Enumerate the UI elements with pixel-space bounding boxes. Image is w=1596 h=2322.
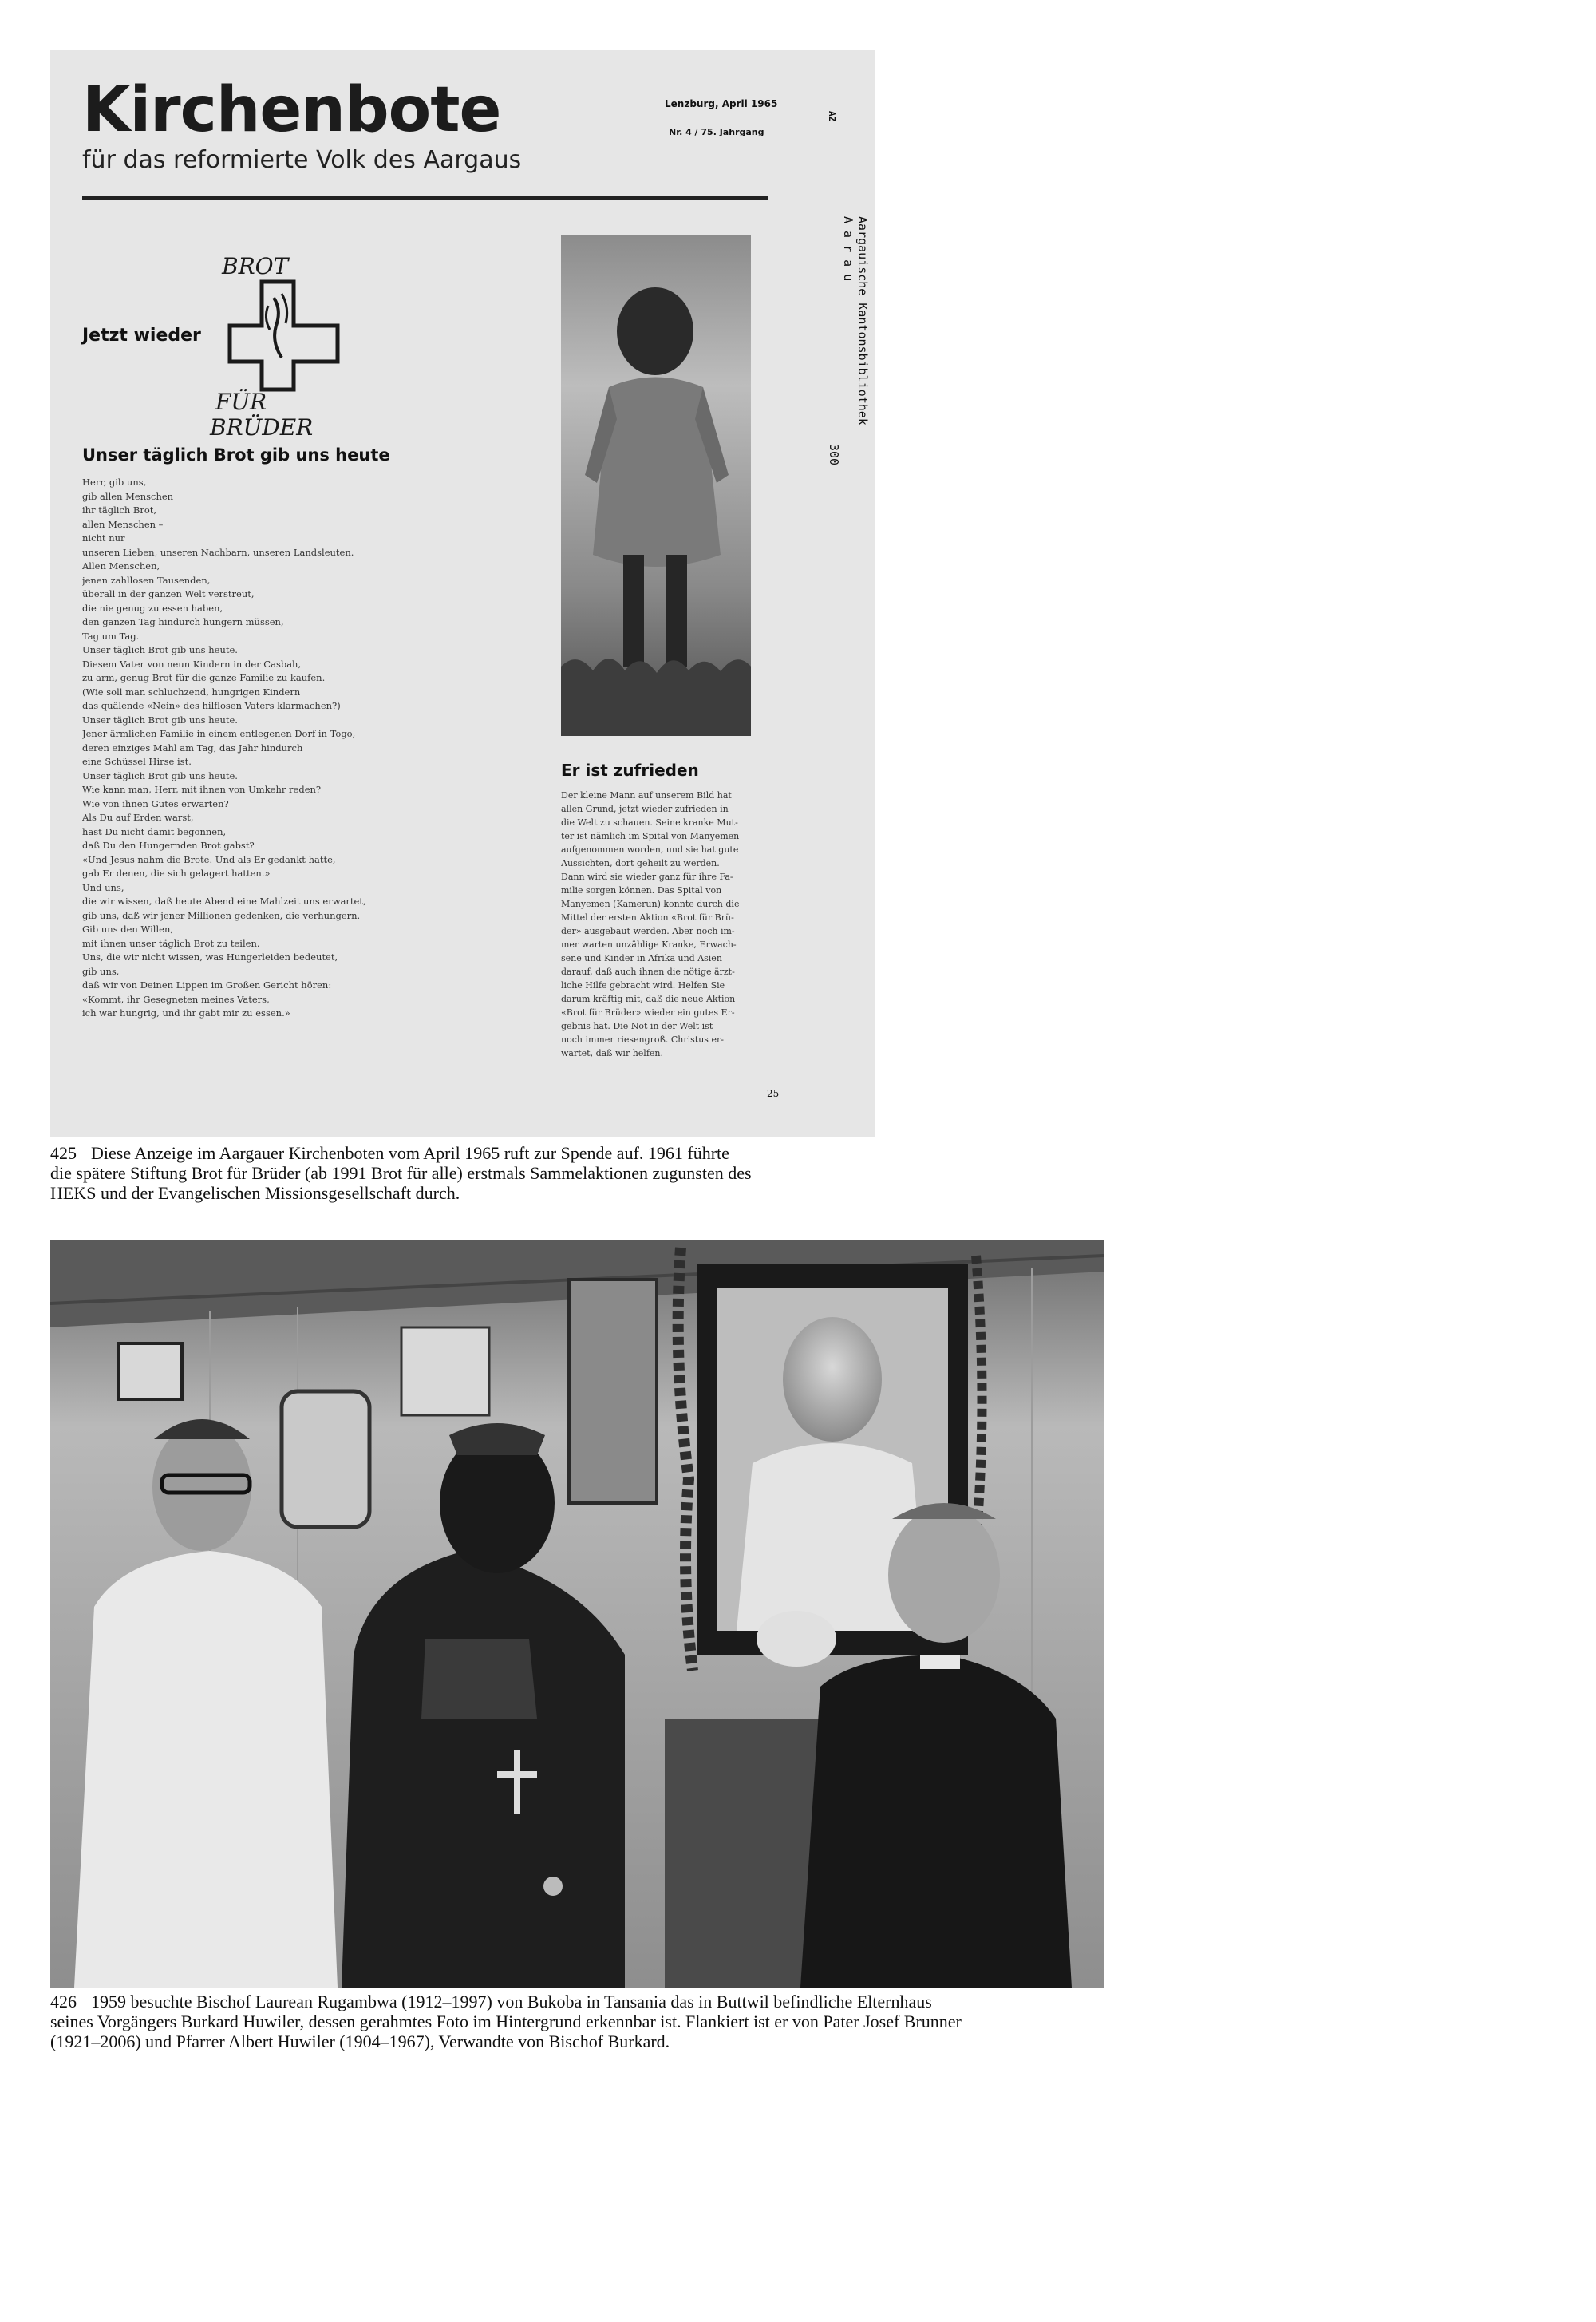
poem-line: Herr, gib uns, xyxy=(82,477,147,488)
wall-calendar xyxy=(401,1327,489,1415)
article-line: darauf, daß auch ihnen die nötige ärzt- xyxy=(561,967,735,977)
wall-clock xyxy=(569,1280,657,1503)
poem-line: mit ihnen unser täglich Brot zu teilen. xyxy=(82,937,260,949)
poem-line: die wir wissen, daß heute Abend eine Mahlzeit uns erwartet, xyxy=(82,896,366,907)
stamp-line-1: Aargauische Kantonsbibliothek xyxy=(855,216,870,425)
article-line: milie sorgen können. Das Spital von xyxy=(561,885,722,896)
poem-line: Wie kann man, Herr, mit ihnen von Umkehr reden? xyxy=(82,784,322,795)
article-text xyxy=(561,789,792,1060)
article-line: Der kleine Mann auf unserem Bild hat xyxy=(561,790,732,801)
poem-line: den ganzen Tag hindurch hungern müssen, xyxy=(82,616,284,627)
article-line: der» ausgebaut werden. Aber noch im- xyxy=(561,926,735,936)
wall-picture xyxy=(282,1391,369,1527)
page-number: 25 xyxy=(767,1088,780,1099)
library-stamp xyxy=(823,89,871,520)
poem-line: Als Du auf Erden warst, xyxy=(82,812,194,823)
article-line: ter ist nämlich im Spital von Manyemen xyxy=(561,831,740,841)
article-line: darum kräftig mit, daß die neue Aktion xyxy=(561,994,736,1004)
article-title: Er ist zufrieden xyxy=(561,761,699,780)
logo-word-brueder: BRÜDER xyxy=(210,414,314,441)
article-line: Dann wird sie wieder ganz für ihre Fa- xyxy=(561,872,733,882)
poem-line: ich war hungrig, und ihr gabt mir zu essen.» xyxy=(82,1007,290,1019)
child-silhouette xyxy=(561,235,751,736)
figure-pfarrer-huwiler xyxy=(800,1655,1072,1988)
article-line: sene und Kinder in Afrika und Asien xyxy=(561,953,722,963)
poem-line: Jener ärmlichen Familie in einem entlegenen Dorf in Togo, xyxy=(82,728,356,739)
ad-intro: Jetzt wieder xyxy=(82,326,201,346)
article-line: gebnis hat. Die Not in der Welt ist xyxy=(561,1021,713,1031)
poem-line: die nie genug zu essen haben, xyxy=(82,602,223,614)
newspaper-scan-figure xyxy=(50,50,875,1137)
poem-line: daß wir von Deinen Lippen im Großen Gericht hören: xyxy=(82,979,332,991)
article-line: die Welt zu schauen. Seine kranke Mut- xyxy=(561,817,738,828)
poem-line: Gib uns den Willen, xyxy=(82,924,174,935)
article-line: allen Grund, jetzt wieder zufrieden in xyxy=(561,804,729,814)
poem-title: Unser täglich Brot gib uns heute xyxy=(82,445,390,465)
poem-line: «Kommt, ihr Gesegneten meines Vaters, xyxy=(82,993,270,1005)
poem-line: zu arm, genug Brot für die ganze Familie zu kaufen. xyxy=(82,672,326,683)
poem-line: ihr täglich Brot, xyxy=(82,504,157,516)
poem-line: überall in der ganzen Welt verstreut, xyxy=(82,588,255,599)
article-line: aufgenommen worden, und sie hat gute xyxy=(561,845,739,855)
poem-line: Und uns, xyxy=(82,881,124,893)
caption-number: 426 xyxy=(50,1992,77,2011)
issue-number: Nr. 4 / 75. Jahrgang xyxy=(669,127,764,137)
figure-bishop-rugambwa xyxy=(342,1551,625,1988)
newspaper-masthead: Kirchenbote xyxy=(82,74,501,146)
caption-line: die spätere Stiftung Brot für Brüder (ab 1991 Brot für alle) erstmals Sammelaktionen zugunsten des xyxy=(50,1163,752,1183)
caption-number: 425 xyxy=(50,1143,77,1163)
poem-line: Diesem Vater von neun Kindern in der Casbah, xyxy=(82,658,302,670)
caption-line: 1959 besuchte Bischof Laurean Rugambwa (1912–1997) von Bukoba in Tansania das in Buttwil befindliche Elternhaus xyxy=(91,1992,932,2011)
poem-line: das quälende «Nein» des hilflosen Vaters klarmachen?) xyxy=(82,700,341,711)
poem-line: deren einziges Mahl am Tag, das Jahr hindurch xyxy=(82,742,303,754)
poem-line: gib uns, xyxy=(82,965,120,977)
masthead-rule xyxy=(82,196,768,200)
logo-word-brot: BROT xyxy=(222,253,289,279)
poem-line: Unser täglich Brot gib uns heute. xyxy=(82,714,238,726)
poem-line: unseren Lieben, unseren Nachbarn, unseren Landsleuten. xyxy=(82,546,354,558)
poem-line: Uns, die wir nicht wissen, was Hungerleiden bedeutet, xyxy=(82,951,338,963)
photo-scene xyxy=(50,1240,1104,1988)
issue-place-date: Lenzburg, April 1965 xyxy=(665,98,778,109)
poem-line: Unser täglich Brot gib uns heute. xyxy=(82,644,238,655)
poem-text xyxy=(82,476,497,1021)
poem-line: «Und Jesus nahm die Brote. Und als Er gedankt hatte, xyxy=(82,853,336,865)
bishop-visit-photograph xyxy=(50,1240,1104,1988)
caption-line: (1921–2006) und Pfarrer Albert Huwiler (1904–1967), Verwandte von Bischof Burkard. xyxy=(50,2031,670,2051)
poem-line: Allen Menschen, xyxy=(82,560,160,572)
poem-line: daß Du den Hungernden Brot gabst? xyxy=(82,840,255,851)
caption-line: HEKS und der Evangelischen Missionsgesellschaft durch. xyxy=(50,1183,460,1203)
stamp-line-3: 300 xyxy=(827,444,841,466)
stamp-corner: AZ xyxy=(827,111,837,122)
poem-line: allen Menschen – xyxy=(82,518,164,530)
article-line: «Brot für Brüder» wieder ein gutes Er- xyxy=(561,1007,735,1018)
poem-line: (Wie soll man schluchzend, hungrigen Kindern xyxy=(82,686,301,698)
caption-426 xyxy=(50,1992,1120,2051)
brot-fuer-brueder-logo xyxy=(206,250,350,441)
poem-line: gib allen Menschen xyxy=(82,490,174,502)
poem-line: gib uns, daß wir jener Millionen gedenken, die verhungern. xyxy=(82,909,361,921)
poem-line: nicht nur xyxy=(82,532,125,544)
cabinet xyxy=(665,1719,824,1988)
figure-pater-brunner xyxy=(74,1551,338,1988)
article-line: Aussichten, dort geheilt zu werden. xyxy=(561,858,720,868)
poem-line: Wie von ihnen Gutes erwarten? xyxy=(82,797,229,809)
poem-line: Tag um Tag. xyxy=(82,630,140,642)
article-line: noch immer riesengroß. Christus er- xyxy=(561,1034,724,1045)
article-line: wartet, daß wir helfen. xyxy=(561,1048,663,1058)
caption-line: Diese Anzeige im Aargauer Kirchenboten vom April 1965 ruft zur Spende auf. 1961 führte xyxy=(91,1143,729,1163)
newspaper-subtitle: für das reformierte Volk des Aargaus xyxy=(82,146,522,174)
poem-line: hast Du nicht damit begonnen, xyxy=(82,825,227,837)
child-photograph xyxy=(561,235,751,736)
article-line: Manyemen (Kamerun) konnte durch die xyxy=(561,899,740,909)
flowers xyxy=(757,1611,836,1667)
article-line: mer warten unzählige Kranke, Erwach- xyxy=(561,939,737,950)
poem-line: Unser täglich Brot gib uns heute. xyxy=(82,769,238,781)
stamp-line-2: A a r a u xyxy=(841,216,855,282)
caption-line: seines Vorgängers Burkard Huwiler, dessen gerahmtes Foto im Hintergrund erkennbar ist. Flankiert ist er von Pater Josef Brunner xyxy=(50,2011,962,2031)
article-line: Mittel der ersten Aktion «Brot für Brü- xyxy=(561,912,734,923)
logo-word-fuer: FÜR xyxy=(215,389,267,415)
caption-425 xyxy=(50,1143,928,1203)
article-line: liche Hilfe gebracht wird. Helfen Sie xyxy=(561,980,725,991)
wall-clock-frame xyxy=(118,1343,182,1399)
poem-line: gab Er denen, die sich gelagert hatten.» xyxy=(82,868,271,879)
poem-line: eine Schüssel Hirse ist. xyxy=(82,756,192,767)
poem-line: jenen zahllosen Tausenden, xyxy=(82,574,211,586)
